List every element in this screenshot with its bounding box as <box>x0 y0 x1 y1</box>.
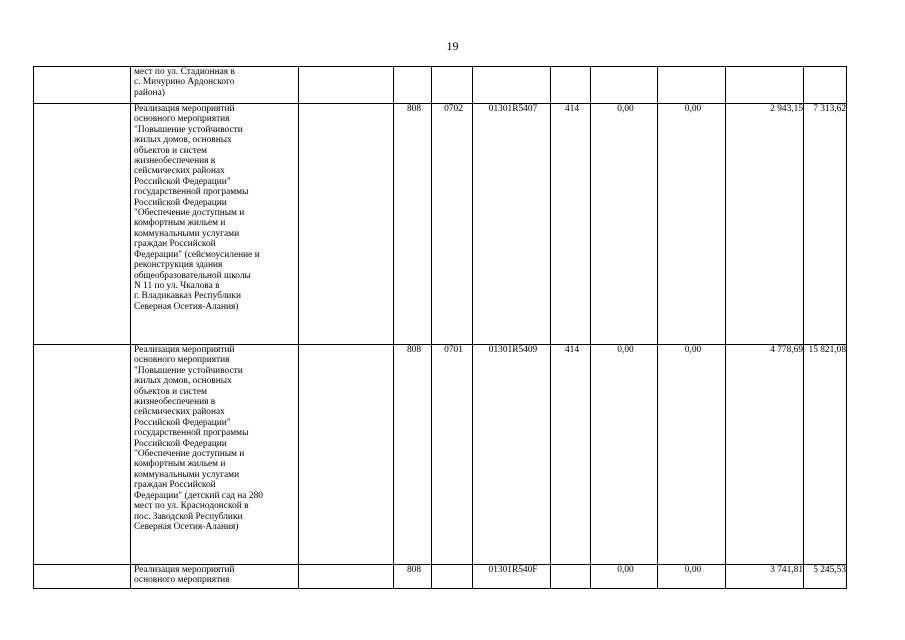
section-code: 0702 <box>432 104 473 345</box>
target-article-code: 01301R540F <box>473 565 551 589</box>
row-number-cell <box>34 104 131 345</box>
gp-code: 808 <box>394 345 432 565</box>
amount-4: 15 821,08 <box>804 345 847 565</box>
amount-3: 2 943,15 <box>726 104 804 345</box>
section-code: 0701 <box>432 345 473 565</box>
target-article-code: 01301R5407 <box>473 104 551 345</box>
row-number-cell <box>34 345 131 565</box>
target-article-code <box>473 67 551 104</box>
gp-code <box>394 67 432 104</box>
expense-type-code <box>551 67 591 104</box>
amount-4: 5 245,53 <box>804 565 847 589</box>
gp-code: 808 <box>394 565 432 589</box>
section-code <box>432 565 473 589</box>
amount-4: 7 313,62 <box>804 104 847 345</box>
target-article-code: 01301R5409 <box>473 345 551 565</box>
amount-2: 0,00 <box>658 565 726 589</box>
amount-2 <box>658 67 726 104</box>
table-row <box>34 67 847 104</box>
expense-type-code <box>551 565 591 589</box>
amount-1: 0,00 <box>591 104 658 345</box>
table-row <box>34 345 847 565</box>
expense-type-code: 414 <box>551 104 591 345</box>
amount-2: 0,00 <box>658 104 726 345</box>
amount-3 <box>726 67 804 104</box>
section-code <box>432 67 473 104</box>
table-row <box>34 565 847 589</box>
amount-3: 4 778,69 <box>726 345 804 565</box>
item-name: Реализация мероприятий основного мероприятия "Повышение устойчивости жилых домов, основных объектов и систем жизнеобеспечения в сейсмических районах Российской Федерации" государственной программы Российской Федерации "Обеспечение доступным и комфортным жильем и коммунальными услугами граждан Российской Федерации" (сейсмоусиление и реконструкция здания общеобразовательной школы N 11 по ул. Чкалова в г. Владикавказ Республики Северная Осетия-Алания) <box>131 104 299 345</box>
empty-cell <box>299 345 394 565</box>
item-name: мест по ул. Стадионная в с. Мичурино Ардонского района) <box>131 67 299 104</box>
expense-type-code: 414 <box>551 345 591 565</box>
table-row <box>34 104 847 345</box>
row-number-cell <box>34 67 131 104</box>
item-name: Реализация мероприятий основного мероприятия "Повышение устойчивости жилых домов, основных объектов и систем жизнеобеспечения в сейсмических районах Российской Федерации" государственной программы Российской Федерации "Обеспечение доступным и комфортным жильем и коммунальными услугами граждан Российской Федерации" (детский сад на 280 мест по ул. Краснодонской в пос. Заводской Республики Северная Осетия-Алания) <box>131 345 299 565</box>
row-number-cell <box>34 565 131 589</box>
empty-cell <box>299 104 394 345</box>
amount-3: 3 741,81 <box>726 565 804 589</box>
amount-1: 0,00 <box>591 565 658 589</box>
gp-code: 808 <box>394 104 432 345</box>
amount-1 <box>591 67 658 104</box>
page-number: 19 <box>446 39 459 53</box>
empty-cell <box>299 565 394 589</box>
empty-cell <box>299 67 394 104</box>
item-name: Реализация мероприятий основного мероприятия <box>131 565 299 589</box>
amount-1: 0,00 <box>591 345 658 565</box>
amount-2: 0,00 <box>658 345 726 565</box>
amount-4 <box>804 67 847 104</box>
budget-table <box>33 66 847 589</box>
